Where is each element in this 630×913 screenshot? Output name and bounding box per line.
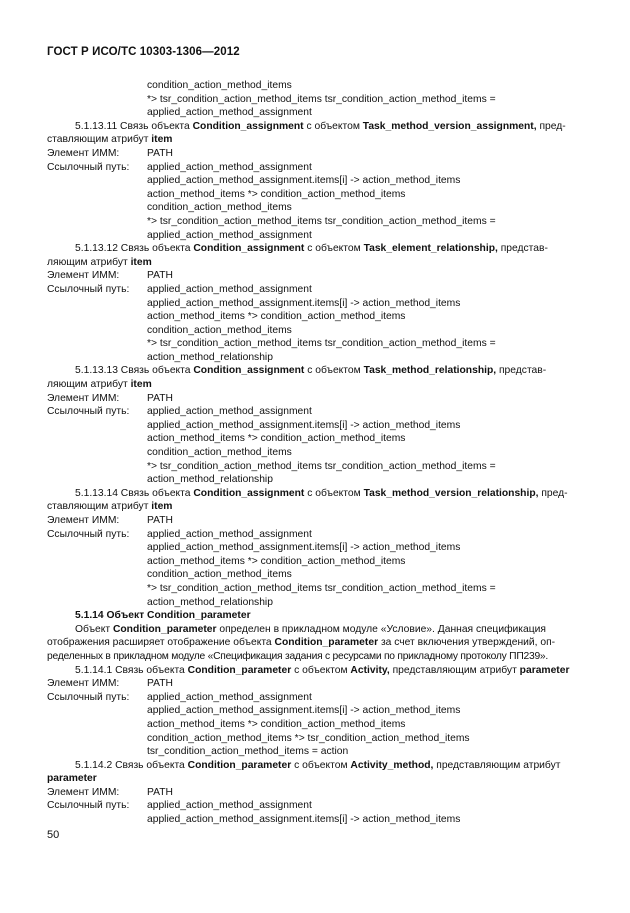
ref-path-line: applied_action_method_assignment.items[i] -> action_method_items [147,175,461,187]
clause-heading: 5.1.14.2 Связь объекта Condition_parameter с объектом Activity_method, представляющим атрибут [75,759,561,771]
element-row: Элемент ИММ: PATH [47,515,173,526]
page-number: 50 [47,829,60,841]
ref-path-line: applied_action_method_assignment.items[i] -> action_method_items [147,542,461,554]
ref-path-line: applied_action_method_assignment.items[i] -> action_method_items [147,419,461,431]
ref-path-line: action_method_relationship [147,351,273,363]
ref-path-line: applied_action_method_assignment.items[i] -> action_method_items [147,297,461,309]
clause-heading-cont: ляющим атрибут item [47,256,152,268]
clause-heading-cont: ставляющим атрибут item [47,134,173,146]
page-content [47,79,584,827]
page-header: ГОСТ Р ИСО/ТС 10303-1306—2012 [47,46,240,58]
ref-path-line: *> tsr_condition_action_method_items tsr_condition_action_method_items = [147,460,496,472]
ref-path-line: action_method_relationship [147,474,273,486]
ref-path-row: Ссылочный путь: applied_action_method_assignment [47,528,312,540]
ref-path-line: applied_action_method_assignment [147,107,312,119]
paragraph-line: отображения расширяет отображение объекта Condition_parameter за счет включения утверждений, оп- [47,637,556,649]
ref-path-line: condition_action_method_items *> tsr_condition_action_method_items [147,732,470,744]
ref-path-line: condition_action_method_items [147,447,292,459]
clause-heading: 5.1.13.11 Связь объекта Condition_assignment с объектом Task_method_version_assignment, пред- [75,120,566,132]
ref-path-line: tsr_condition_action_method_items = action [147,746,349,758]
ref-path-line: condition_action_method_items [147,324,292,336]
ref-path-line: applied_action_method_assignment [147,229,312,241]
clause-heading-cont: parameter [47,773,97,785]
ref-path-row: Ссылочный путь: applied_action_method_assignment [47,283,312,295]
ref-path-line: condition_action_method_items [147,80,292,91]
ref-path-line: *> tsr_condition_action_method_items tsr_condition_action_method_items = [147,215,496,227]
ref-path-line: action_method_items *> condition_action_method_items [147,311,406,323]
paragraph-line: ределенных в прикладном модуле «Спецификация задания с ресурсами по прикладному протоколу ПП239». [47,650,549,662]
element-row: Элемент ИММ: PATH [47,786,173,798]
clause-heading: 5.1.13.13 Связь объекта Condition_assignment с объектом Task_method_relationship, представ- [75,365,547,377]
ref-path-row: Ссылочный путь: applied_action_method_assignment [47,800,312,812]
ref-path-line: action_method_items *> condition_action_method_items [147,555,406,567]
section-heading: 5.1.14 Объект Condition_parameter [75,610,251,622]
element-row: Элемент ИММ: PATH [47,392,173,404]
element-row: Элемент ИММ: PATH [47,147,173,159]
paragraph-line: Объект Condition_parameter определен в прикладном модуле «Условие». Данная спецификация [75,623,546,635]
ref-path-line: applied_action_method_assignment.items[i] -> action_method_items [147,814,461,826]
ref-path-line: action_method_relationship [147,596,273,608]
clause-heading: 5.1.13.14 Связь объекта Condition_assignment с объектом Task_method_version_relationship, пред- [75,487,568,499]
ref-path-line: action_method_items *> condition_action_method_items [147,433,406,445]
ref-path-row: Ссылочный путь: applied_action_method_assignment [47,406,312,418]
ref-path-row: Ссылочный путь: applied_action_method_assignment [47,161,312,173]
element-row: Элемент ИММ: PATH [47,678,173,690]
clause-heading-cont: ставляющим атрибут item [47,501,173,513]
ref-path-line: condition_action_method_items [147,569,292,581]
ref-path-row: Ссылочный путь: applied_action_method_assignment [47,691,312,703]
ref-path-line: applied_action_method_assignment.items[i] -> action_method_items [147,705,461,717]
ref-path-line: action_method_items *> condition_action_method_items [147,718,406,730]
ref-path-line: *> tsr_condition_action_method_items tsr_condition_action_method_items = [147,338,496,350]
clause-heading: 5.1.13.12 Связь объекта Condition_assignment с объектом Task_element_relationship, представ- [75,243,548,255]
element-row: Элемент ИММ: PATH [47,270,173,282]
ref-path-line: *> tsr_condition_action_method_items tsr_condition_action_method_items = [147,93,496,105]
clause-heading: 5.1.14.1 Связь объекта Condition_parameter с объектом Activity, представляющим атрибут parameter [75,664,570,676]
ref-path-line: condition_action_method_items [147,202,292,214]
clause-heading-cont: ляющим атрибут item [47,379,152,391]
ref-path-line: action_method_items *> condition_action_method_items [147,188,406,200]
ref-path-line: *> tsr_condition_action_method_items tsr_condition_action_method_items = [147,582,496,594]
